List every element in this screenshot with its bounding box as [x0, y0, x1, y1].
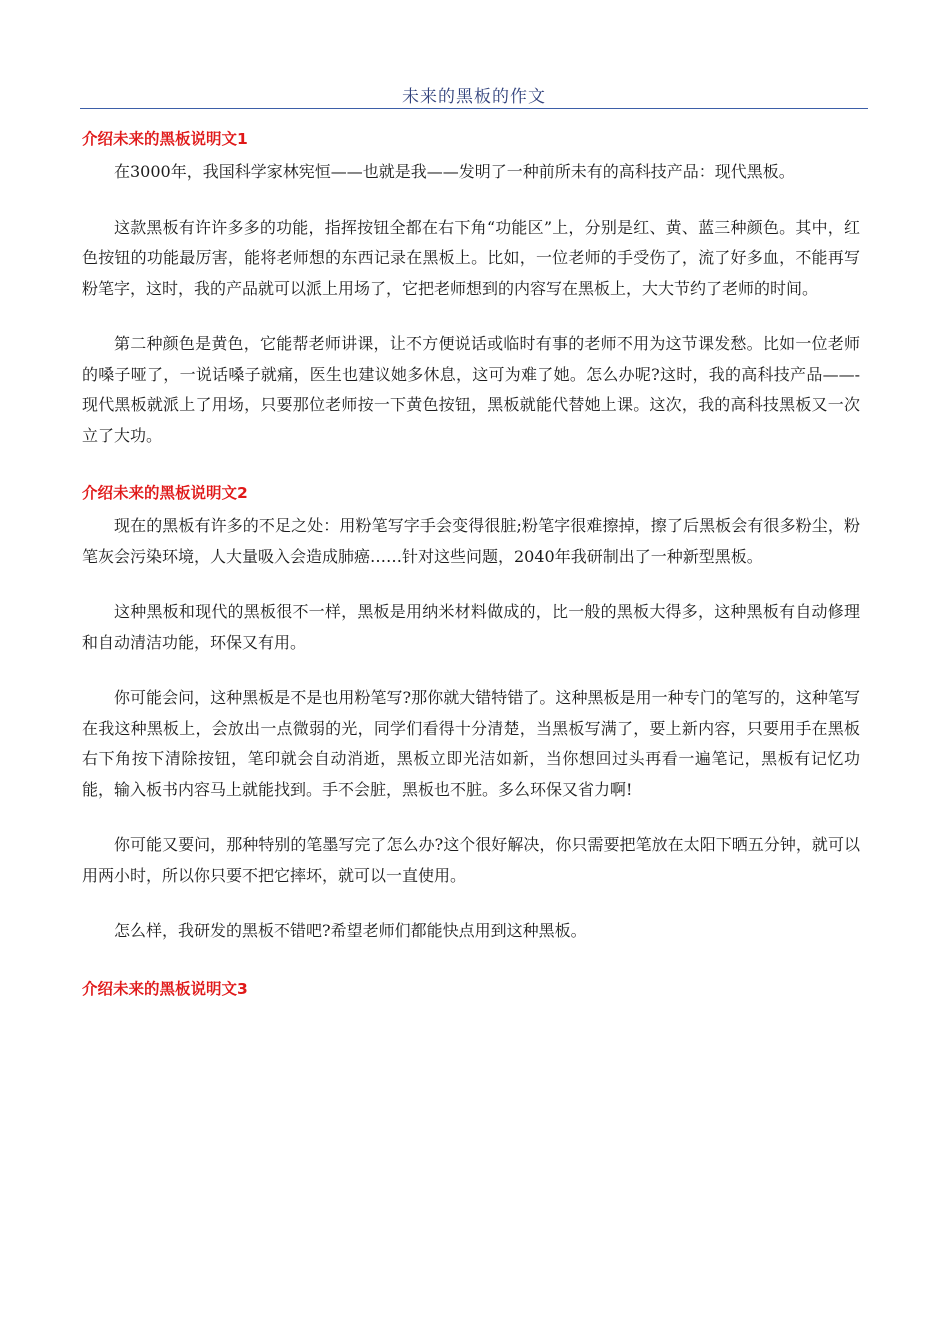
- paragraph: 这种黑板和现代的黑板很不一样，黑板是用纳米材料做成的，比一般的黑板大得多，这种黑板有自动修理和自动清洁功能，环保又有用。: [82, 602, 860, 652]
- document-title: 未来的黑板的作文: [402, 87, 546, 107]
- paragraph: 你可能会问，这种黑板是不是也用粉笔写?那你就大错特错了。这种黑板是用一种专门的笔写的，这种笔写在我这种黑板上，会放出一点微弱的光，同学们看得十分清楚，当黑板写满了，要上新内容，只要用手在黑板右下角按下清除按钮，笔印就会自动消逝，黑板立即光洁如新，当你想回过头再看一遍笔记，黑板有记忆功能，输入板书内容马上就能找到。手不会脏，黑板也不脏。多么环保又省力啊!: [82, 688, 860, 799]
- section-heading-1: 介绍未来的黑板说明文1: [82, 130, 248, 148]
- section-heading-3: 介绍未来的黑板说明文3: [82, 979, 248, 998]
- paragraph: 第二种颜色是黄色，它能帮老师讲课，让不方便说话或临时有事的老师不用为这节课发愁。比如一位老师的嗓子哑了，一说话嗓子就痛，医生也建议她多休息，这可为难了她。怎么办呢?这时，我的高科技产品——-现代黑板就派上了用场，只要那位老师按一下黄色按钮，黑板就能代替她上课。这次，我的高科技黑板又一次立了大功。: [82, 334, 860, 445]
- title-underline: [80, 108, 868, 109]
- paragraph: 这款黑板有许许多多的功能，指挥按钮全都在右下角“功能区”上，分别是红、黄、蓝三种颜色。其中，红色按钮的功能最厉害，能将老师想的东西记录在黑板上。比如，一位老师的手受伤了，流了好多血，不能再写粉笔字，这时，我的产品就可以派上用场了，它把老师想到的内容写在黑板上，大大节约了老师的时间。: [82, 217, 860, 298]
- document-body: [82, 126, 860, 1007]
- section-heading-2: 介绍未来的黑板说明文2: [82, 484, 248, 502]
- paragraph: 在3000年，我国科学家林宪恒——也就是我——发明了一种前所未有的高科技产品：现代黑板。: [114, 162, 795, 181]
- paragraph: 现在的黑板有许多的不足之处：用粉笔写字手会变得很脏;粉笔字很难擦掉，擦了后黑板会有很多粉尘，粉笔灰会污染环境，人大量吸入会造成肺癌……针对这些问题，2040年我研制出了一种新型黑板。: [82, 516, 860, 566]
- paragraph: 你可能又要问，那种特别的笔墨写完了怎么办?这个很好解决，你只需要把笔放在太阳下晒五分钟，就可以用两小时，所以你只要不把它摔坏，就可以一直使用。: [82, 835, 860, 885]
- paragraph: 怎么样，我研发的黑板不错吧?希望老师们都能快点用到这种黑板。: [114, 921, 587, 940]
